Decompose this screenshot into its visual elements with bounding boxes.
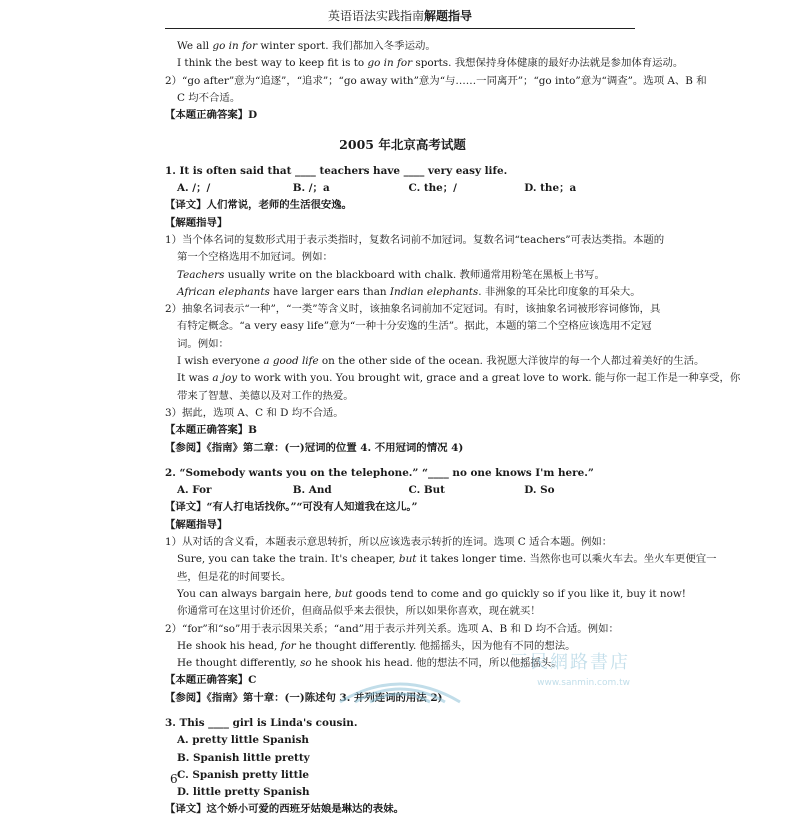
example-sentence-cont: 你通常可在这里讨价还价，但商品似乎来去很快，所以如果你喜欢，现在就买！ — [177, 605, 541, 618]
guide-paragraph: 1）从对话的含义看，本题表示意思转折，所以应该选表示转折的连词。选项 C 适合本题。例如： — [165, 536, 613, 549]
reference-line: 【参阅】《指南》第二章：(一)冠词的位置 4. 不用冠词的情况 4) — [165, 441, 464, 454]
question-stem: 2. “Somebody wants you on the telephone.” “____ no one knows I'm here.” — [165, 466, 594, 479]
guide-paragraph: 2）抽象名词表示“一种”，“一类”等含义时，该抽象名词前加不定冠词。有时，该抽象名词被形容词修饰，具 — [165, 303, 661, 316]
translation-line: 【译文】“有人打电话找你。”“可没有人知道我在这儿。” — [165, 501, 418, 514]
translation-line: 【译文】人们常说，老师的生活很安逸。 — [165, 199, 353, 212]
guide-paragraph-cont: C 均不合适。 — [177, 91, 241, 104]
option-d: D. So — [524, 484, 555, 497]
options-row — [165, 482, 640, 499]
example-sentence: I wish everyone a good life on the other side of the ocean. 我祝愿大洋彼岸的每一个人都过着美好的生活。 — [177, 355, 705, 368]
answer-line: 【本题正确答案】C — [165, 674, 257, 687]
translation-line: 【译文】这个娇小可爱的西班牙姑娘是琳达的表妹。 — [165, 803, 404, 816]
watermark-url: www.sanmin.com.tw — [537, 678, 630, 688]
page-number: 6 — [170, 772, 178, 786]
example-sentence: African elephants have larger ears than Indian elephants. 非洲象的耳朵比印度象的耳朵大。 — [177, 285, 641, 298]
option-a: A. For — [177, 484, 212, 497]
option-b: B. /；a — [292, 182, 330, 195]
option-d: D. the；a — [524, 182, 577, 195]
guide-paragraph-cont: 第一个空格选用不加冠词。例如： — [177, 251, 333, 264]
question-stem: 1. It is often said that ____ teachers have ____ very easy life. — [165, 164, 508, 177]
example-sentence: He thought differently, so he shook his head. 他的想法不同，所以他摇摇头。 — [177, 657, 562, 670]
options-row — [165, 180, 640, 197]
option-b: B. Spanish little pretty — [177, 751, 310, 764]
option-b: B. And — [292, 484, 332, 497]
guide-paragraph: 2）“for”和“so”用于表示因果关系；“and”用于表示并列关系。选项 A、B 和 D 均不合适。例如： — [165, 622, 619, 635]
example-sentence: Sure, you can take the train. It's cheaper, but it takes longer time. 当然你也可以乘火车去。坐火车更便宜一 — [177, 553, 717, 566]
question-stem: 3. This ____ girl is Linda's cousin. — [165, 716, 358, 729]
option-a: A. pretty little Spanish — [177, 734, 309, 747]
watermark-title: 三民網路書店 — [510, 652, 630, 673]
section-title: 2005 年北京高考试题 — [339, 137, 466, 153]
running-header — [165, 8, 635, 24]
guide-paragraph: 1）当个体名词的复数形式用于表示类指时，复数名词前不加冠词。复数名词“teachers”可表达类指。本题的 — [165, 233, 665, 246]
options-grid — [165, 732, 640, 801]
option-a: A. /；/ — [177, 182, 211, 195]
example-sentence-cont: 些，但是花的时间要长。 — [177, 570, 292, 583]
guide-paragraph: 3）据此，选项 A、C 和 D 均不合适。 — [165, 406, 344, 419]
answer-line: 【本题正确答案】B — [165, 424, 257, 437]
option-d: D. little pretty Spanish — [177, 786, 310, 799]
example-sentence: You can always bargain here, but goods tend to come and go quickly so if you like it, buy it now! — [177, 587, 686, 600]
option-c: C. Spanish pretty little — [177, 768, 310, 781]
example-sentence: We all go in for winter sport. 我们都加入冬季运动。 — [177, 40, 436, 52]
header-rule — [165, 28, 635, 29]
guide-paragraph: 2）“go after”意为“追逐”，“追求”；“go away with”意为“与……一同离开”；“go into”意为“调查”。选项 A、B 和 — [165, 74, 707, 87]
reference-line: 【参阅】《指南》第十章：(一)陈述句 3. 并列连词的用法 2) — [165, 691, 443, 704]
guide-heading: 【解题指导】 — [165, 216, 228, 229]
option-c: C. But — [408, 484, 445, 497]
header-title: 英语语法实践指南 — [327, 9, 424, 23]
answer-line: 【本题正确答案】D — [165, 109, 258, 122]
example-sentence: Teachers usually write on the blackboard with chalk. 教师通常用粉笔在黑板上书写。 — [177, 268, 605, 281]
example-sentence-cont: 带来了智慧、美德以及对工作的热爱。 — [177, 389, 354, 402]
guide-heading: 【解题指导】 — [165, 518, 228, 531]
option-c: C. the；/ — [408, 182, 457, 195]
guide-paragraph-cont: 有特定概念。“a very easy life”意为“一种十分安逸的生活”。据此，本题的第二个空格应该选用不定冠 — [177, 320, 652, 333]
example-sentence: He shook his head, for he thought differently. 他摇摇头，因为他有不同的想法。 — [177, 639, 576, 652]
example-sentence: It was a joy to work with you. You brought wit, grace and a great love to work. 能与你一起工作是一种享受，你 — [177, 372, 741, 385]
guide-paragraph-cont: 词。例如： — [177, 337, 229, 350]
page-content — [165, 38, 741, 819]
example-sentence: I think the best way to keep fit is to go in for sports. 我想保持身体健康的最好办法就是参加体育运动。 — [177, 57, 684, 70]
header-title-bold: 解题指导 — [424, 9, 473, 23]
